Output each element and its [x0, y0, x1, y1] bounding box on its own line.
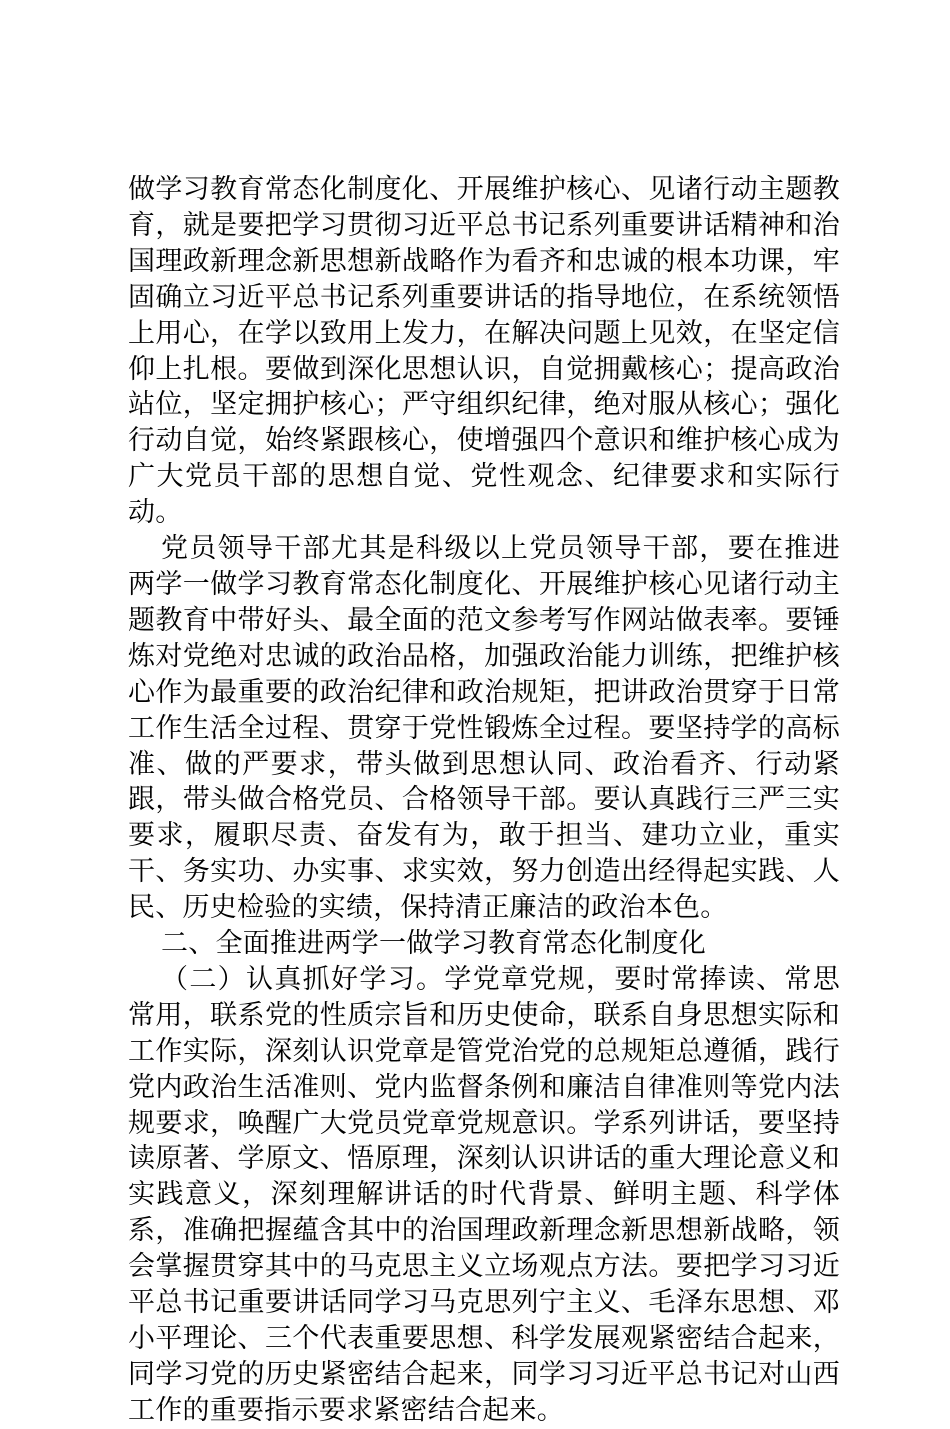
- paragraph-theme-education: 做学习教育常态化制度化、开展维护核心、见诸行动主题教育，就是要把学习贯彻习近平总书记系列重要讲话精神和治国理政新理念新思想新战略作为看齐和忠诚的根本功课，牢固确立习近平总书记系列重要讲话的指导地位，在系统领悟上用心，在学以致用上发力，在解决问题上见效，在坚定信仰上扎根。要做到深化思想认识，自觉拥戴核心；提高政治站位，坚定拥护核心；严守组织纪律，绝对服从核心；强化行动自觉，始终紧跟核心，使增强四个意识和维护核心成为广大党员干部的思想自觉、党性观念、纪律要求和实际行动。: [128, 174, 840, 529]
- paragraph-leading-cadres: 党员领导干部尤其是科级以上党员领导干部，要在推进两学一做学习教育常态化制度化、开展维护核心见诸行动主题教育中带好头、最全面的范文参考写作网站做表率。要锤炼对党绝对忠诚的政治品格，加强政治能力训练，把维护核心作为最重要的政治纪律和政治规矩，把讲政治贯穿于日常工作生活全过程、贯穿于党性锻炼全过程。要坚持学的高标准、做的严要求，带头做到思想认同、政治看齐、行动紧跟，带头做合格党员、合格领导干部。要认真践行三严三实要求，履职尽责、奋发有为，敢于担当、建功立业，重实干、务实功、办实事、求实效，努力创造出经得起实践、人民、历史检验的实绩，保持清正廉洁的政治本色。: [128, 533, 840, 924]
- paragraph-study-well: （二）认真抓好学习。学党章党规，要时常捧读、常思常用，联系党的性质宗旨和历史使命，联系自身思想实际和工作实际，深刻认识党章是管党治党的总规矩总遵循，践行党内政治生活准则、党内监督条例和廉洁自律准则等党内法规要求，唤醒广大党员党章党规意识。学系列讲话，要坚持读原著、学原文、悟原理，深刻认识讲话的重大理论意义和实践意义，深刻理解讲话的时代背景、鲜明主题、科学体系，准确把握蕴含其中的治国理政新理念新思想新战略，领会掌握贯穿其中的马克思主义立场观点方法。要把学习习近平总书记重要讲话同学习马克思列宁主义、毛泽东思想、邓小平理论、三个代表重要思想、科学发展观紧密结合起来，同学习党的历史紧密结合起来，同学习习近平总书记对山西工作的重要指示要求紧密结合起来。: [128, 963, 840, 1426]
- document-body: [128, 172, 840, 1429]
- section-heading-two: 二、全面推进两学一做学习教育常态化制度化: [161, 928, 706, 960]
